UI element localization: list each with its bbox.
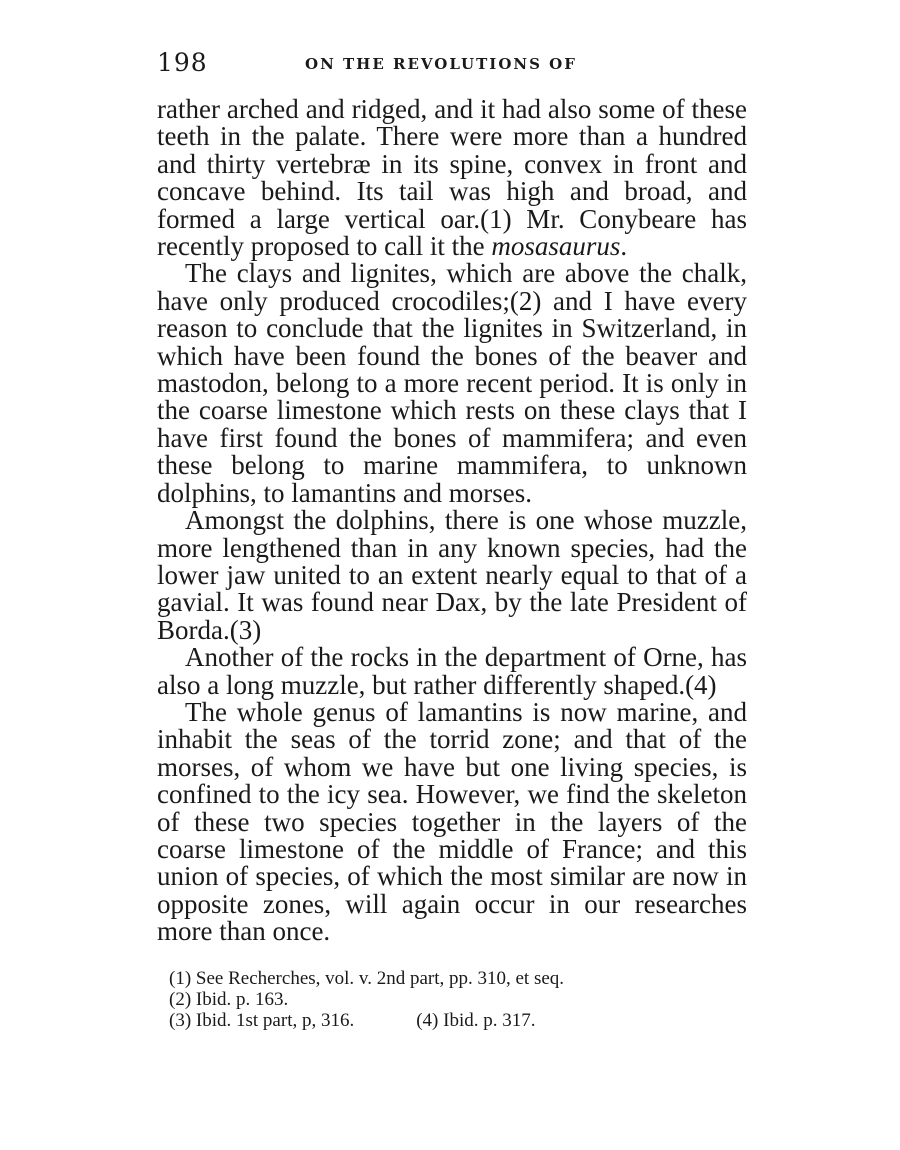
paragraph-1 bbox=[157, 96, 747, 260]
paragraph-1-end: . bbox=[620, 231, 628, 262]
footnotes bbox=[169, 968, 747, 1031]
book-page bbox=[157, 48, 747, 1031]
paragraph-1-text: rather arched and ridged, and it had also some of these teeth in the palate. There were more than a hundred and thirty vertebræ in its spine, convex in front and concave behind. Its tail was high and broad, and formed a large vertical oar.(1) Mr. Conybeare has recently proposed to call it the bbox=[157, 94, 747, 262]
running-head: ON THE REVOLUTIONS OF bbox=[305, 55, 577, 73]
body-text bbox=[157, 96, 747, 946]
footnote-row-3-4 bbox=[169, 1010, 747, 1031]
page-number: 198 bbox=[157, 48, 208, 77]
footnote-2: (2) Ibid. p. 163. bbox=[169, 988, 289, 1010]
paragraph-5: The whole genus of lamantins is now marine, and inhabit the seas of the torrid zone; and that of the morses, of whom we have but one living species, is confined to the icy sea. However, we find the skeleton of these two species together in the layers of the coarse limestone of the middle of France; and this union of species, of which the most similar are now in opposite zones, will again occur in our researches more than once. bbox=[157, 696, 747, 947]
paragraph-3: Amongst the dolphins, there is one whose muzzle, more lengthened than in any known species, had the lower jaw united to an extent nearly equal to that of a gavial. It was found near Dax, by the late President of Borda.(3) bbox=[157, 505, 747, 645]
footnote-3: (3) Ibid. 1st part, p, 316. bbox=[169, 1009, 355, 1031]
paragraph-1-italic-term: mosasaurus bbox=[491, 231, 621, 262]
paragraph-2: The clays and lignites, which are above the chalk, have only produced crocodiles;(2) and I have every reason to conclude that the lignites in Switzerland, in which have been found the bones of the beaver and mastodon, belong to a more recent period. It is only in the coarse limestone which rests on these clays that I have first found the bones of mammifera; and even these belong to marine mammifera, to unknown dolphins, to lamantins and morses. bbox=[157, 258, 747, 508]
paragraph-4: Another of the rocks in the department of Orne, has also a long muzzle, but rather differently shaped.(4) bbox=[157, 642, 747, 700]
page-header bbox=[157, 48, 747, 82]
footnote-1: (1) See Recherches, vol. v. 2nd part, pp. 310, et seq. bbox=[169, 967, 565, 989]
footnote-4: (4) Ibid. p. 317. bbox=[416, 1009, 536, 1031]
